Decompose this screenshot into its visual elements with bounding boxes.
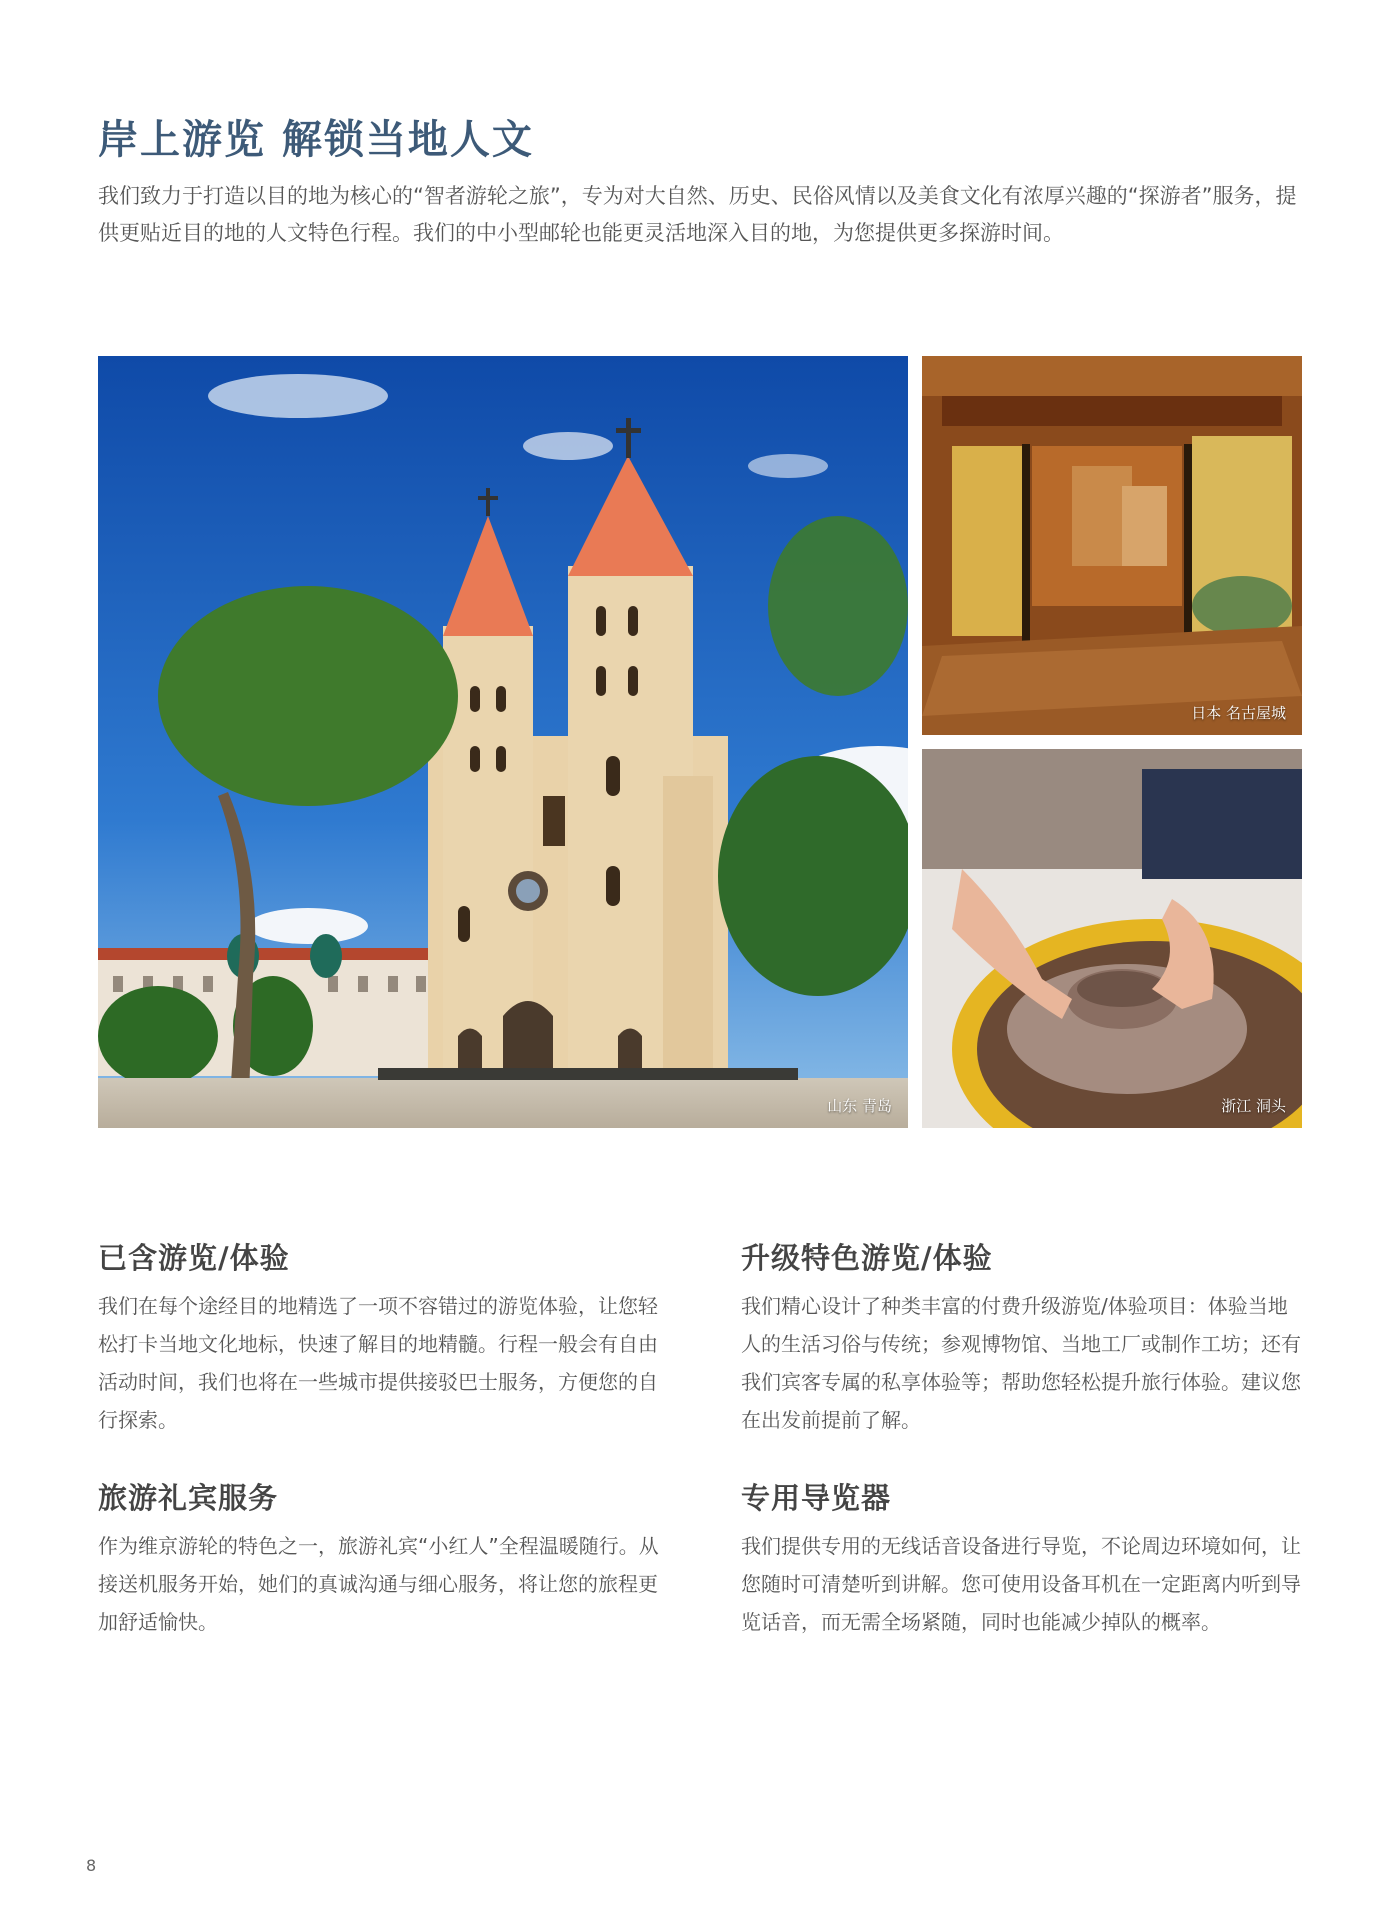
- photo-qingdao-church: [98, 356, 908, 1128]
- section-body-included: 我们在每个途经目的地精选了一项不容错过的游览体验，让您轻松打卡当地文化地标，快速了解目的地精髓。行程一般会有自由活动时间，我们也将在一些城市提供接驳巴士服务，方便您的自行探索。: [98, 1294, 658, 1432]
- section-title-concierge: 旅游礼宾服务: [98, 1481, 279, 1515]
- photo-nagoya-castle: [922, 356, 1302, 735]
- photo-pottery-wheel: [922, 749, 1302, 1128]
- photo-caption-qingdao: 山东 青岛: [827, 1097, 892, 1115]
- photo-caption-pottery: 浙江 洞头: [1221, 1097, 1286, 1115]
- section-body-concierge: 作为维京游轮的特色之一，旅游礼宾“小红人”全程温暖随行。从接送机服务开始，她们的真诚沟通与细心服务，将让您的旅程更加舒适愉快。: [98, 1534, 659, 1634]
- castle-interior-illustration: [922, 356, 1302, 735]
- page-number: 8: [86, 1856, 97, 1875]
- section-title-upgrade: 升级特色游览/体验: [741, 1241, 993, 1275]
- section-body-upgrade: 我们精心设计了种类丰富的付费升级游览/体验项目：体验当地人的生活习俗与传统；参观博物馆、当地工厂或制作工坊；还有我们宾客专属的私享体验等；帮助您轻松提升旅行体验。建议您在出发前提前了解。: [741, 1294, 1301, 1432]
- section-included-tours: [98, 1236, 660, 1439]
- section-concierge-service: [98, 1476, 660, 1641]
- pottery-illustration: [922, 749, 1302, 1128]
- page-title: 岸上游览 解锁当地人文: [98, 116, 534, 163]
- section-body-guide: 我们提供专用的无线话音设备进行导览，不论周边环境如何，让您随时可清楚听到讲解。您可使用设备耳机在一定距离内听到导览话音，而无需全场紧随，同时也能减少掉队的概率。: [741, 1534, 1301, 1634]
- section-upgrade-tours: [741, 1236, 1303, 1439]
- section-title-included: 已含游览/体验: [98, 1241, 290, 1275]
- section-audio-guide: [741, 1476, 1303, 1641]
- photo-caption-nagoya: 日本 名古屋城: [1191, 704, 1286, 722]
- section-title-guide: 专用导览器: [741, 1481, 892, 1515]
- intro-paragraph: 我们致力于打造以目的地为核心的“智者游轮之旅”，专为对大自然、历史、民俗风情以及美食文化有浓厚兴趣的“探游者”服务，提供更贴近目的地的人文特色行程。我们的中小型邮轮也能更灵活地深入目的地，为您提供更多探游时间。: [98, 184, 1297, 245]
- church-illustration: [98, 356, 908, 1128]
